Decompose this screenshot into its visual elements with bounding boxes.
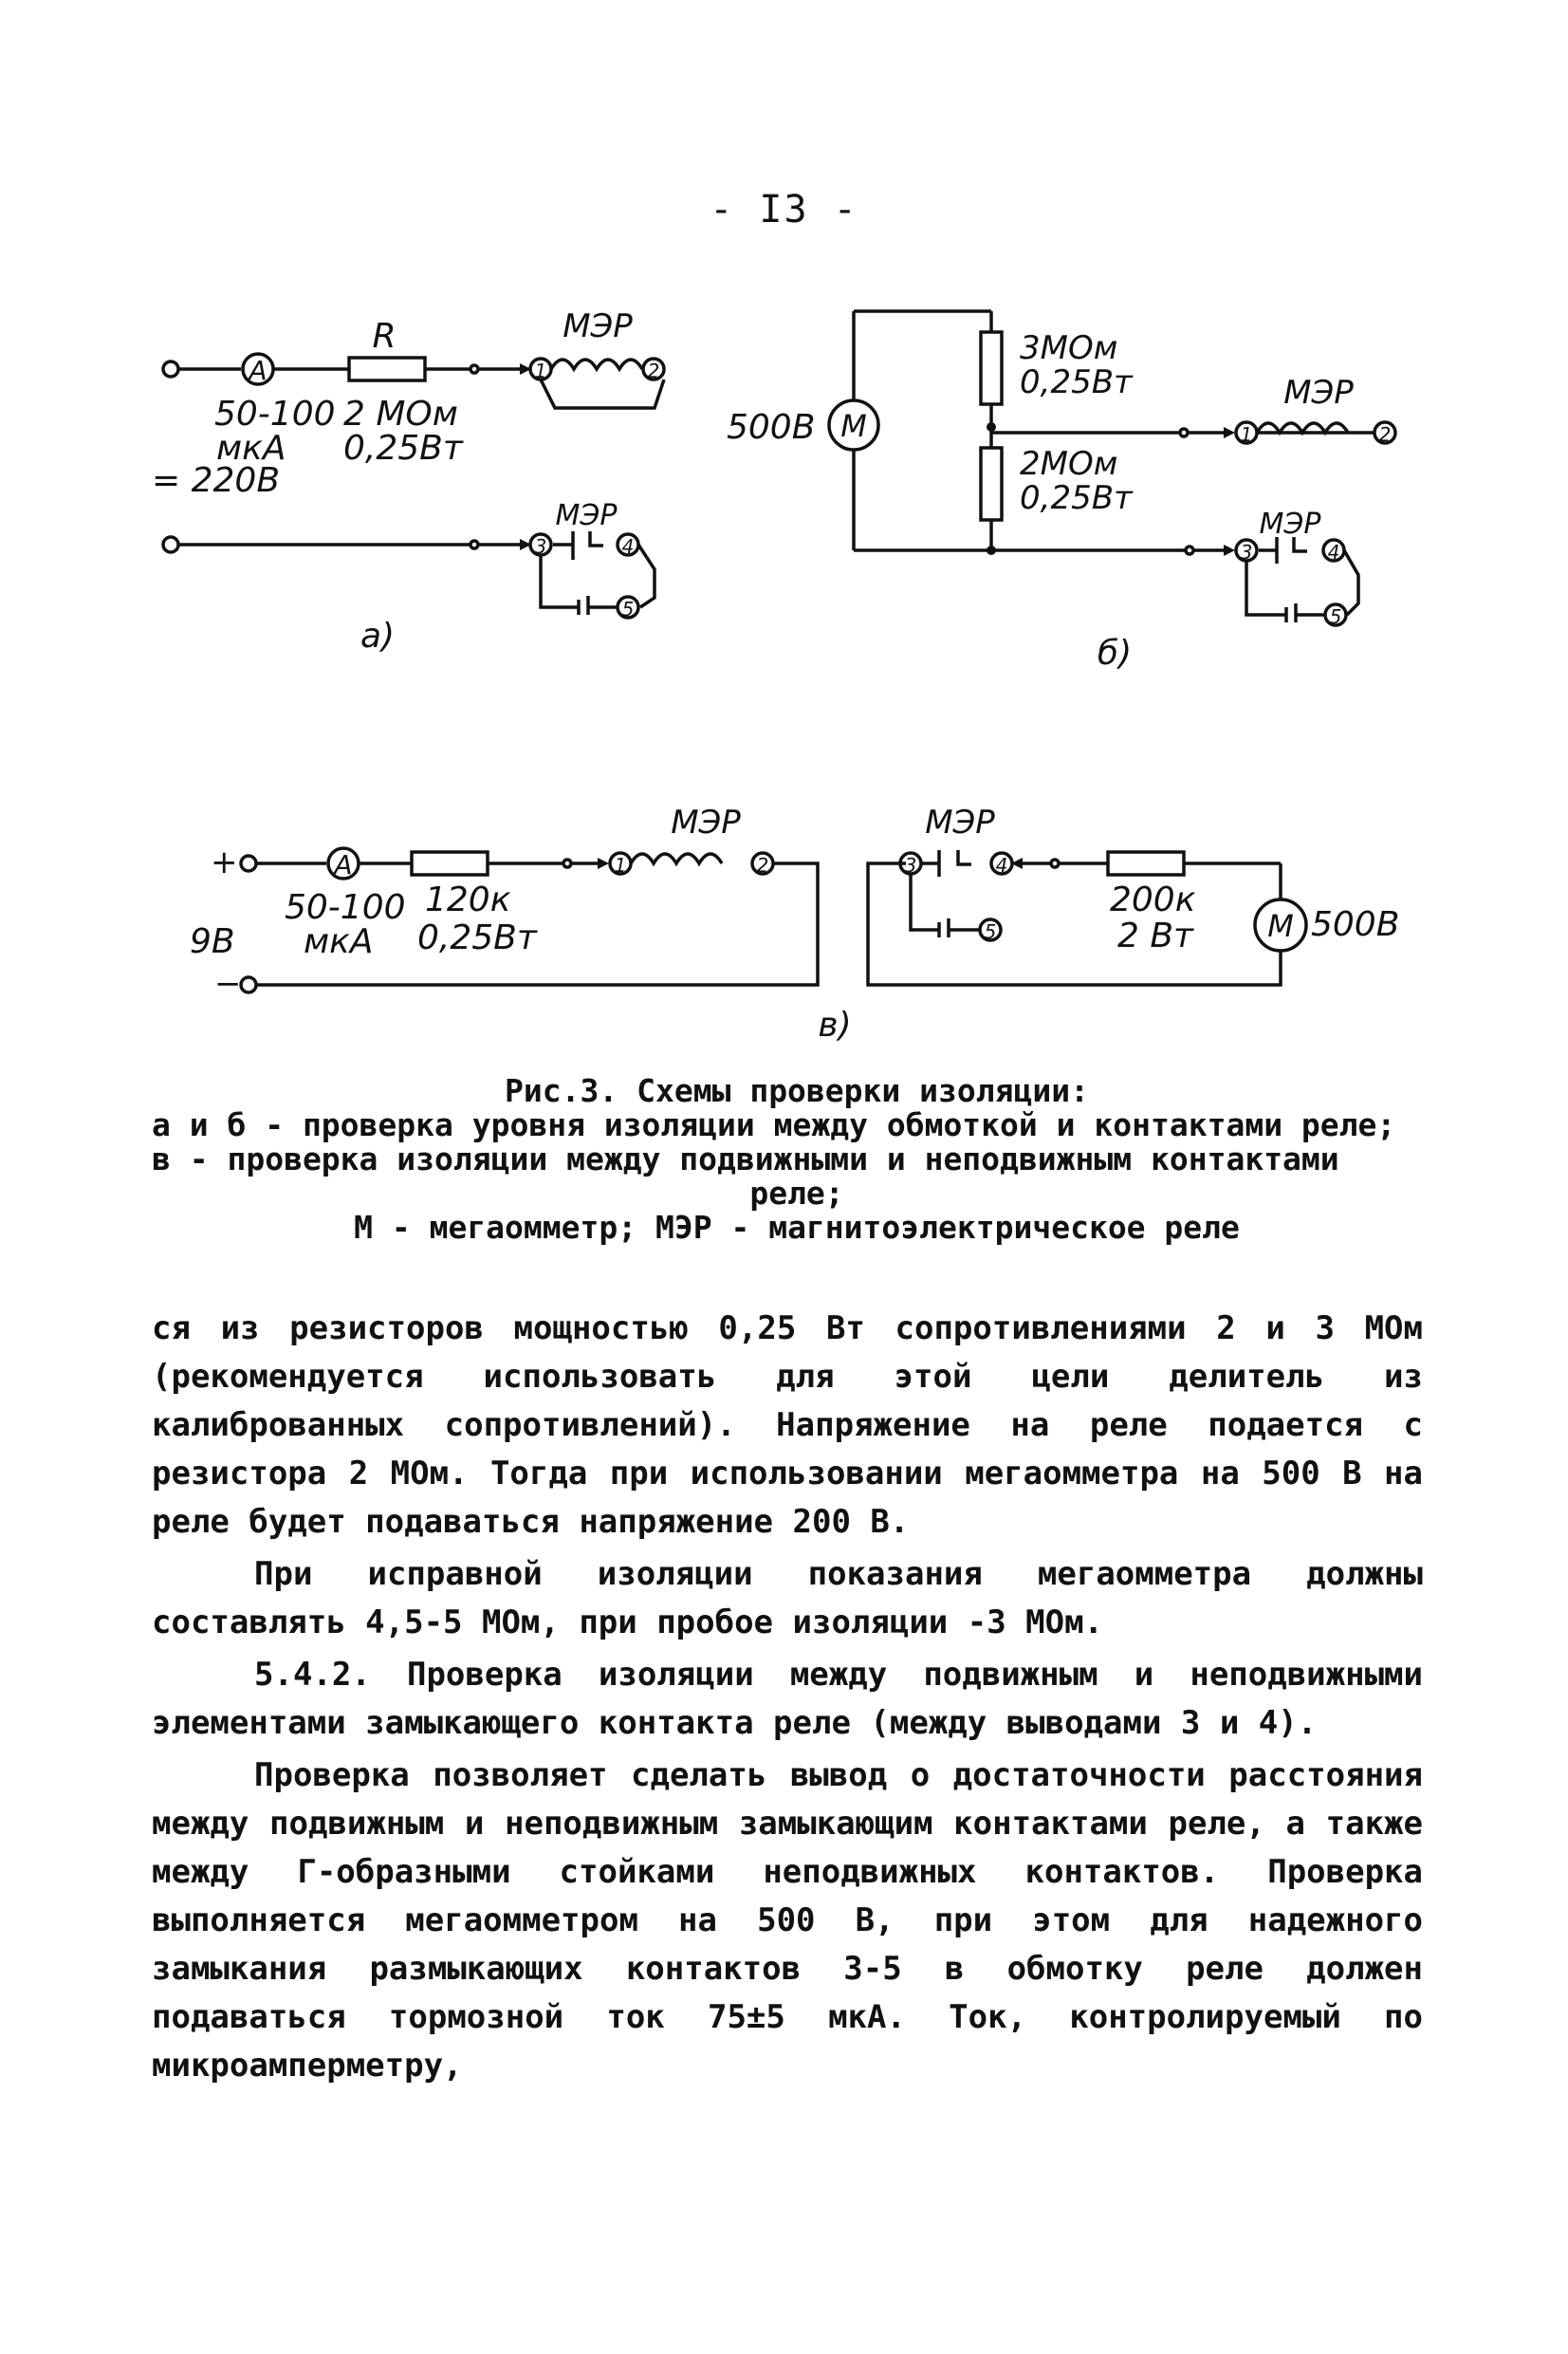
diagram-a-label: а)	[360, 617, 396, 656]
svg-text:2: 2	[756, 854, 769, 877]
diagram-v	[190, 804, 1399, 1045]
relay-a-label: МЭР	[563, 307, 633, 345]
svg-text:МЭР: МЭР	[1259, 508, 1321, 541]
svg-text:0,25Вт: 0,25Вт	[417, 918, 537, 957]
svg-text:5: 5	[621, 598, 635, 621]
circuit-diagrams	[0, 0, 1568, 1063]
diagram-v-label: в)	[818, 1006, 852, 1045]
svg-text:= 220В: = 220В	[152, 461, 281, 500]
ammeter-a-symbol: A	[249, 355, 267, 386]
svg-text:МЭР: МЭР	[671, 804, 741, 842]
svg-text:9В: 9В	[190, 922, 235, 961]
resistor-120k	[412, 852, 488, 875]
svg-text:0,25Вт: 0,25Вт	[343, 429, 463, 468]
svg-text:М: М	[840, 408, 867, 444]
svg-text:МЭР: МЭР	[555, 499, 618, 532]
svg-text:2: 2	[647, 360, 660, 382]
svg-text:1: 1	[1240, 423, 1253, 446]
diagram-b-label: б)	[1097, 634, 1133, 673]
page-number: - I3 -	[710, 188, 858, 232]
svg-text:МЭР: МЭР	[925, 804, 995, 842]
svg-text:A: A	[334, 849, 353, 880]
svg-text:мкА: мкА	[216, 429, 286, 468]
caption-title: Рис.3. Схемы проверки изоляции:	[505, 1072, 1089, 1109]
paragraph-3: 5.4.2. Проверка изоляции между подвижным и неподвижными элементами замыкающего контакта реле (между выводами 3 и 4).	[152, 1656, 1423, 1742]
svg-text:4: 4	[1327, 541, 1340, 564]
svg-text:2МОм: 2МОм	[1020, 445, 1118, 483]
caption-line-4: М - мегаомметр; МЭР - магнитоэлектрическое реле	[354, 1209, 1240, 1246]
diagram-b	[727, 311, 1395, 673]
caption-line-2: в - проверка изоляции между подвижными и неподвижным контактами	[152, 1140, 1339, 1177]
svg-text:2 МОм: 2 МОм	[343, 395, 458, 434]
svg-text:1: 1	[534, 360, 547, 382]
relay-coil-a	[551, 360, 642, 369]
svg-text:4: 4	[995, 854, 1008, 877]
svg-text:200к: 200к	[1110, 880, 1196, 919]
svg-text:МЭР: МЭР	[1283, 374, 1354, 412]
svg-text:1: 1	[614, 854, 627, 877]
svg-text:3: 3	[1240, 541, 1253, 564]
svg-text:3МОм: 3МОм	[1020, 329, 1118, 367]
svg-text:120к: 120к	[425, 880, 511, 919]
caption-line-1: а и б - проверка уровня изоляции между обмоткой и контактами реле;	[152, 1106, 1396, 1143]
svg-text:2: 2	[1378, 423, 1392, 446]
paragraph-1: ся из резисторов мощностью 0,25 Вт сопротивлениями 2 и 3 МОм (рекомендуется использовать для этой цели делитель из калиброванных сопротивлений). Напряжение на реле подается с резистора 2 МОм. Тогда при использовании мегаомметра на 500 В на реле будет подаваться напряжение 200 В.	[152, 1309, 1423, 1541]
figure-caption	[152, 1074, 1442, 1245]
svg-text:мкА: мкА	[304, 922, 374, 961]
resistor-200k	[1108, 852, 1184, 875]
resistor-2mohm	[981, 448, 1002, 520]
diagram-a	[152, 307, 664, 656]
svg-text:5: 5	[984, 920, 997, 943]
svg-text:0,25Вт: 0,25Вт	[1020, 479, 1133, 517]
svg-text:2 Вт: 2 Вт	[1117, 917, 1194, 955]
svg-text:М: М	[1267, 908, 1294, 944]
svg-text:3: 3	[534, 535, 547, 558]
svg-text:−: −	[214, 965, 242, 1003]
svg-text:5: 5	[1329, 605, 1342, 628]
paragraph-4: Проверка позволяет сделать вывод о достаточности расстояния между подвижным и неподвижным замыкающим контактами реле, а также между Г-образными стойками неподвижных контактов. Проверка выполняется мегаомметром на 500 В, при этом для надежного замыкания размыкающих контактов 3-5 в обмотку реле должен подаваться тормозной ток 75±5 мкА. Ток, контролируемый по микроамперметру,	[152, 1756, 1423, 2085]
svg-text:500В: 500В	[1311, 905, 1400, 944]
svg-text:50-100: 50-100	[285, 888, 406, 927]
svg-text:50-100: 50-100	[214, 395, 336, 434]
resistor-3mohm	[981, 332, 1002, 404]
svg-text:4: 4	[621, 535, 635, 558]
resistor-a	[349, 358, 425, 380]
resistor-a-label: R	[372, 317, 397, 356]
body-text	[152, 1305, 1423, 2094]
meter-voltage-b: 500В	[727, 408, 816, 447]
caption-line-3: реле;	[749, 1175, 844, 1212]
paragraph-2: При исправной изоляции показания мегаомметра должны составлять 4,5-5 МОм, при пробое изоляции -3 МОм.	[152, 1555, 1423, 1641]
svg-text:0,25Вт: 0,25Вт	[1020, 363, 1133, 401]
svg-text:+: +	[211, 843, 238, 881]
svg-text:3: 3	[904, 854, 917, 877]
